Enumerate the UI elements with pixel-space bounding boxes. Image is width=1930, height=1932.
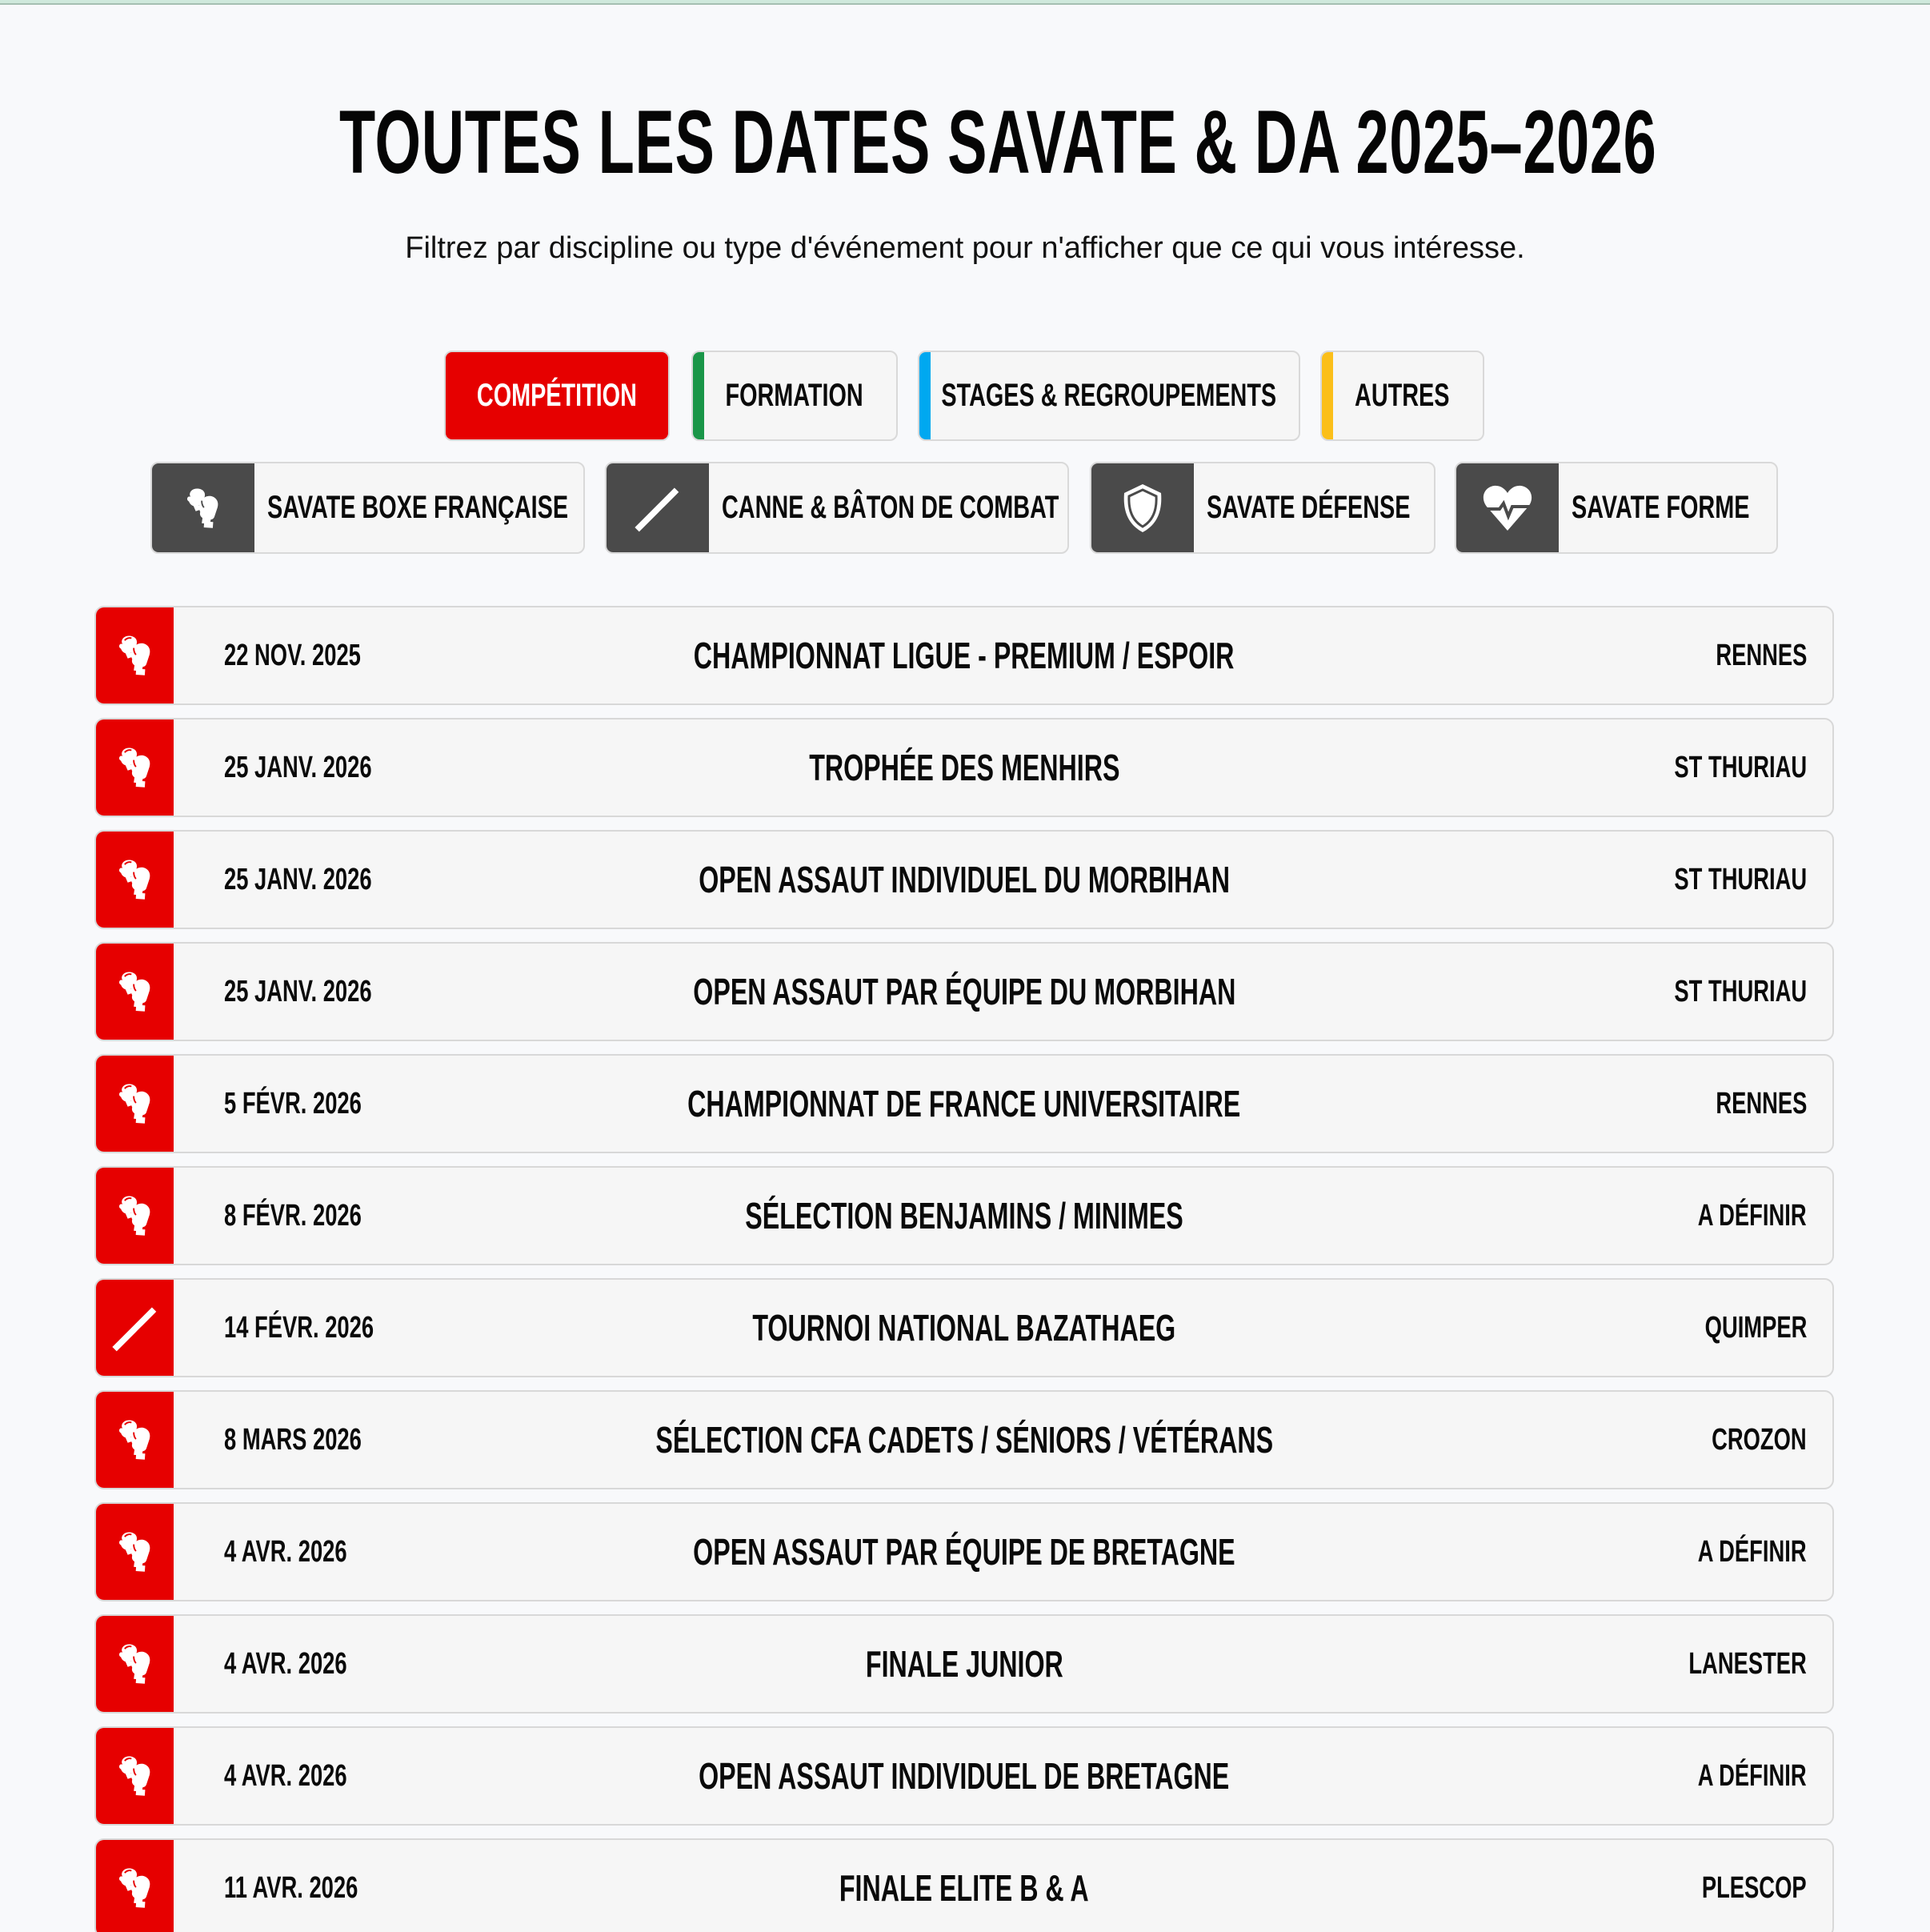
event-title-text: TOURNOI NATIONAL BAZATHAEG bbox=[752, 1307, 1176, 1349]
event-date-text: 25 JANV. 2026 bbox=[224, 862, 372, 896]
event-date bbox=[224, 1616, 394, 1712]
filter-canne-baton-button[interactable] bbox=[605, 462, 1069, 554]
boxing-gloves-icon bbox=[96, 1168, 174, 1264]
event-date bbox=[224, 944, 429, 1040]
event-location bbox=[1675, 1392, 1807, 1488]
type-filter-bar bbox=[0, 351, 1930, 441]
filter-savate-defense-label: SAVATE DÉFENSE bbox=[1207, 490, 1411, 525]
event-row[interactable] bbox=[94, 942, 1834, 1041]
filter-formation-label: FORMATION bbox=[725, 378, 864, 413]
event-row[interactable] bbox=[94, 1726, 1834, 1826]
boxing-gloves-icon bbox=[96, 1840, 174, 1932]
filter-savate-defense-button[interactable] bbox=[1090, 462, 1435, 554]
boxing-gloves-icon bbox=[96, 1504, 174, 1600]
boxing-gloves-icon bbox=[96, 1728, 174, 1824]
filter-competition-label: COMPÉTITION bbox=[476, 378, 638, 413]
event-row[interactable] bbox=[94, 830, 1834, 929]
event-location bbox=[1680, 1056, 1807, 1152]
event-title-text: SÉLECTION BENJAMINS / MINIMES bbox=[745, 1195, 1183, 1237]
page-subtitle: Filtrez par discipline ou type d'événement pour n'afficher que ce qui vous intéresse. bbox=[405, 231, 1525, 265]
boxing-gloves-icon bbox=[96, 944, 174, 1040]
event-date-text: 8 FÉVR. 2026 bbox=[224, 1198, 362, 1233]
page-title-text: TOUTES LES DATES SAVATE & DA 2025–2026 bbox=[339, 92, 1657, 192]
formation-color-stripe bbox=[693, 352, 704, 439]
event-title-text: TROPHÉE DES MENHIRS bbox=[808, 747, 1120, 788]
event-title-text: CHAMPIONNAT DE FRANCE UNIVERSITAIRE bbox=[687, 1083, 1241, 1124]
filter-competition-button[interactable] bbox=[444, 351, 670, 441]
cane-stick-icon bbox=[607, 463, 709, 552]
filter-savate-forme-button[interactable] bbox=[1455, 462, 1778, 554]
event-date-text: 8 MARS 2026 bbox=[224, 1422, 362, 1457]
cane-stick-icon bbox=[96, 1280, 174, 1376]
event-location-text: A DÉFINIR bbox=[1698, 1758, 1807, 1793]
event-date bbox=[224, 832, 429, 928]
event-location-text: ST THURIAU bbox=[1674, 974, 1807, 1008]
event-date-text: 14 FÉVR. 2026 bbox=[224, 1310, 374, 1345]
event-row[interactable] bbox=[94, 1838, 1834, 1932]
event-location-text: ST THURIAU bbox=[1674, 750, 1807, 784]
event-location bbox=[1665, 1280, 1807, 1376]
event-location-text: A DÉFINIR bbox=[1698, 1198, 1807, 1233]
event-date bbox=[224, 1504, 394, 1600]
event-row[interactable] bbox=[94, 1166, 1834, 1265]
event-title-text: OPEN ASSAUT PAR ÉQUIPE DU MORBIHAN bbox=[692, 971, 1236, 1012]
event-title-text: FINALE ELITE B & A bbox=[839, 1867, 1089, 1909]
event-date-text: 25 JANV. 2026 bbox=[224, 750, 372, 784]
event-row[interactable] bbox=[94, 718, 1834, 817]
event-location bbox=[1680, 607, 1807, 703]
event-date bbox=[224, 1728, 394, 1824]
event-row[interactable] bbox=[94, 1614, 1834, 1714]
event-date-text: 25 JANV. 2026 bbox=[224, 974, 372, 1008]
event-location-text: QUIMPER bbox=[1704, 1310, 1807, 1345]
event-row[interactable] bbox=[94, 1054, 1834, 1153]
event-date bbox=[224, 1280, 432, 1376]
filter-autres-label: AUTRES bbox=[1355, 378, 1450, 413]
top-accent-bar bbox=[0, 0, 1930, 5]
event-date-text: 22 NOV. 2025 bbox=[224, 638, 361, 672]
event-location bbox=[1643, 1616, 1807, 1712]
filter-stages-button[interactable] bbox=[918, 351, 1300, 441]
event-location bbox=[1661, 1840, 1807, 1932]
event-date bbox=[224, 1056, 415, 1152]
event-date bbox=[224, 719, 429, 816]
boxing-gloves-icon bbox=[96, 719, 174, 816]
boxing-gloves-icon bbox=[96, 832, 174, 928]
event-location-text: LANESTER bbox=[1688, 1646, 1807, 1681]
event-row[interactable] bbox=[94, 1390, 1834, 1489]
filter-savate-boxe-francaise-button[interactable] bbox=[150, 462, 585, 554]
filter-canne-baton-label: CANNE & BÂTON DE COMBAT bbox=[722, 490, 1059, 525]
event-title-text: SÉLECTION CFA CADETS / SÉNIORS / VÉTÉRANS bbox=[655, 1419, 1273, 1461]
event-location bbox=[1623, 832, 1807, 928]
event-location-text: PLESCOP bbox=[1702, 1870, 1807, 1905]
event-location-text: CROZON bbox=[1712, 1422, 1807, 1457]
filter-savate-boxe-francaise-label: SAVATE BOXE FRANÇAISE bbox=[267, 490, 569, 525]
event-location-text: RENNES bbox=[1715, 1086, 1807, 1120]
event-date bbox=[224, 1168, 415, 1264]
event-row[interactable] bbox=[94, 606, 1834, 705]
event-location bbox=[1656, 1168, 1807, 1264]
event-title-text: OPEN ASSAUT INDIVIDUEL DE BRETAGNE bbox=[699, 1755, 1230, 1797]
heart-pulse-icon bbox=[1456, 463, 1559, 552]
event-title-text: CHAMPIONNAT LIGUE - PREMIUM / ESPOIR bbox=[694, 635, 1235, 676]
event-location-text: ST THURIAU bbox=[1674, 862, 1807, 896]
filter-formation-button[interactable] bbox=[691, 351, 898, 441]
boxing-gloves-icon bbox=[152, 463, 254, 552]
boxing-gloves-icon bbox=[96, 1616, 174, 1712]
discipline-filter-bar bbox=[0, 462, 1930, 554]
boxing-gloves-icon bbox=[96, 1056, 174, 1152]
event-date bbox=[224, 607, 414, 703]
boxing-gloves-icon bbox=[96, 1392, 174, 1488]
page-title bbox=[0, 94, 1930, 190]
event-location bbox=[1656, 1504, 1807, 1600]
autres-color-stripe bbox=[1322, 352, 1333, 439]
event-location bbox=[1623, 944, 1807, 1040]
event-date bbox=[224, 1840, 410, 1932]
event-row[interactable] bbox=[94, 1278, 1834, 1377]
filter-stages-label: STAGES & REGROUPEMENTS bbox=[941, 378, 1277, 413]
filter-savate-forme-label: SAVATE FORME bbox=[1572, 490, 1750, 525]
event-title-text: OPEN ASSAUT PAR ÉQUIPE DE BRETAGNE bbox=[693, 1531, 1235, 1573]
event-location-text: A DÉFINIR bbox=[1698, 1534, 1807, 1569]
event-title-text: FINALE JUNIOR bbox=[865, 1643, 1063, 1685]
event-date-text: 4 AVR. 2026 bbox=[224, 1534, 347, 1569]
event-location bbox=[1656, 1728, 1807, 1824]
event-row[interactable] bbox=[94, 1502, 1834, 1601]
shield-icon bbox=[1091, 463, 1194, 552]
event-location-text: RENNES bbox=[1715, 638, 1807, 672]
event-location bbox=[1623, 719, 1807, 816]
stages-color-stripe bbox=[919, 352, 931, 439]
event-date-text: 4 AVR. 2026 bbox=[224, 1646, 347, 1681]
filter-autres-button[interactable] bbox=[1320, 351, 1484, 441]
event-date-text: 4 AVR. 2026 bbox=[224, 1758, 347, 1793]
event-date-text: 11 AVR. 2026 bbox=[224, 1870, 358, 1905]
boxing-gloves-icon bbox=[96, 607, 174, 703]
event-date-text: 5 FÉVR. 2026 bbox=[224, 1086, 362, 1120]
event-title-text: OPEN ASSAUT INDIVIDUEL DU MORBIHAN bbox=[699, 859, 1230, 900]
event-date bbox=[224, 1392, 415, 1488]
